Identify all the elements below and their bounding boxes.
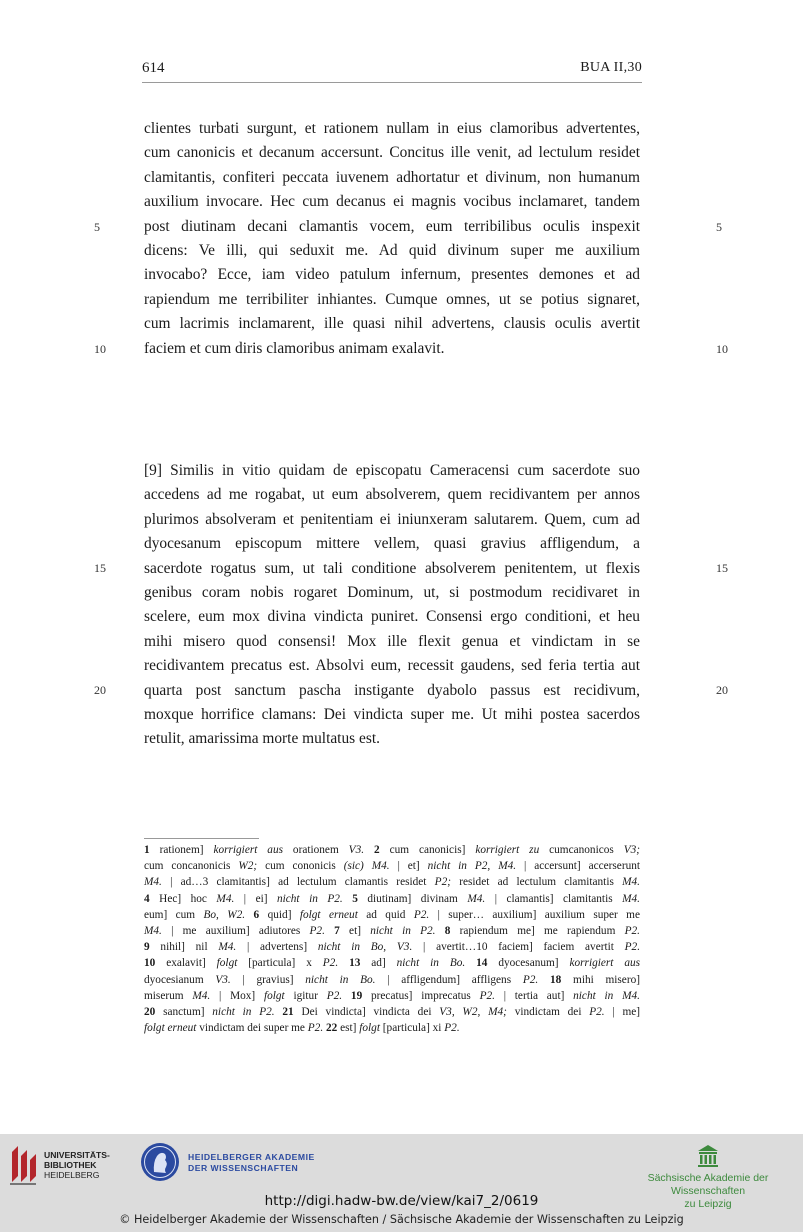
apparatus-lemma-number: 13 [349,957,361,970]
apparatus-siglum: (sic) M4. [343,860,390,873]
apparatus-text: vindictam dei super me [196,1022,308,1035]
text-line: sacerdote rogatus sum, ut tali conditione absolverem penitentem, ut flexis [144,559,640,577]
apparatus-siglum: nicht in P2. [370,924,436,937]
text-line: recidivantem precatus est. Absolvi eum, recessit gaudens, sed feria tertia aut [144,657,640,675]
line-number-right-5: 5 [716,220,722,234]
line-number-right-15: 15 [716,561,728,575]
apparatus-text: cum concanonicis [144,860,239,873]
apparatus-siglum: M4. [216,892,235,905]
apparatus-lemma-number: 8 [444,924,451,937]
apparatus-text: diutinam] divinam [357,892,468,905]
apparatus-siglum: V3; [623,844,641,856]
apparatus-lemma-number: 1 [144,844,150,856]
apparatus-siglum: P2. [309,924,325,937]
apparatus-siglum: nicht in Bo. [396,957,466,970]
ub-name-line-1: UNIVERSITÄTS- [44,1150,110,1160]
apparatus-text: eum] cum [144,908,204,921]
line-number-right-20: 20 [716,683,728,697]
apparatus-siglum: M4. [144,924,162,937]
apparatus-text: dyocesanum] [487,957,570,970]
apparatus-line [144,874,640,890]
text-line: clientes turbati surgunt, et rationem nullam in eius clamoribus advertentes, [144,120,640,137]
running-head: BUA II,30 [580,60,642,75]
text-line: accedens ad me rogabat, ut eum absolverem, quem recidivantem per annos [144,486,640,504]
apparatus-text: rapiendum me] me rapiendum [450,924,625,937]
line-number-left-10: 10 [94,342,106,356]
apparatus-text: | gravius] [230,973,306,986]
apparatus-siglum: P2. [413,908,430,921]
apparatus-siglum: M4. [218,941,237,954]
ub-heidelberg-name [44,1150,110,1180]
apparatus-siglum: P2. [307,1022,324,1035]
apparatus-text: | avertit…10 faciem] faciem avertit [412,941,625,954]
apparatus-line [144,858,640,874]
apparatus-siglum: nicht in Bo. [305,973,376,986]
text-line: [9] Similis in vitio quidam de episcopatu Cameracensi cum sacerdote suo [144,462,640,479]
text-line: mihi misero quod consensi! Mox ille flexit genua et vindictam in se [144,632,640,650]
apparatus-siglum: nicht in P2. [276,892,343,905]
text-line: quarta post sanctum pascha instigante dyabolo passus est recidivum, [144,681,640,699]
apparatus-siglum: nicht in P2, M4. [427,860,517,873]
apparatus-lemma-number: 2 [373,844,380,856]
apparatus-text [465,957,476,969]
text-line: dyocesanum episcopum mittere vellem, quasi gravius affligendum, a [144,535,640,553]
apparatus-text: et] [339,924,371,937]
text-line: plurimos absolveram et penitentiam ei iniunxeram salutarem. Quem, cum ad [144,510,640,528]
apparatus-text: cum canonicis] [379,844,476,856]
apparatus-text: miserum [144,989,193,1002]
apparatus-lemma-number: 5 [352,892,358,905]
apparatus-siglum: P2. [326,989,343,1002]
apparatus-siglum: folgt erneut [144,1022,197,1035]
apparatus-text: [particula] xi [379,1022,445,1035]
text-line: scelere, eum mox divina vindicta puniret. Consensi ergo conditioni, et heu [144,608,640,626]
saw-name-line-2: zu Leipzig [684,1198,732,1210]
apparatus-text [342,990,351,1002]
apparatus-siglum: V3. [348,844,365,856]
apparatus-text: igitur [284,989,327,1002]
apparatus-line [144,923,640,939]
apparatus-siglum: M4. [622,892,640,905]
footnote-rule [144,838,259,839]
apparatus-line [144,988,640,1004]
apparatus-text: Dei vindicta] vindicta dei [293,1005,440,1018]
apparatus-siglum: korrigiert aus [213,844,283,856]
apparatus-siglum: Bo, W2. [203,908,246,921]
hadw-name-line-2: DER WISSENSCHAFTEN [188,1163,299,1173]
apparatus-text: cumcanonicos [539,844,624,856]
apparatus-lemma-number: 14 [476,957,488,970]
apparatus-text: Hec] hoc [149,892,217,905]
apparatus-siglum: P2. [522,973,539,986]
apparatus-siglum: folgt erneut [299,908,358,921]
apparatus-text: nihil] nil [149,941,219,954]
apparatus-lemma-number: 10 [144,957,156,970]
text-line: dicens: Ve illi, qui seduxit me. Ad quid divinum super me auxilium [144,241,640,259]
apparatus-lemma-number: 18 [549,973,562,986]
apparatus-text: rationem] [149,844,214,856]
apparatus-text: | tertia aut] [494,989,574,1002]
apparatus-text: residet ad lectulum clamitantis [450,876,623,889]
apparatus-siglum: nicht in M4. [573,989,640,1002]
apparatus-text: est] [337,1022,360,1035]
apparatus-line [144,939,640,955]
apparatus-text: | accersunt] accerserunt [516,860,641,873]
apparatus-line [144,1004,640,1020]
text-line: retulit, amarissima morte multatus est. [144,730,380,748]
text-line: cum canonicis et decanum accersunt. Concitus ille venit, ad lectulum residet [144,144,640,162]
ub-name-line-3: HEIDELBERG [44,1170,100,1180]
apparatus-siglum: folgt [359,1022,380,1035]
apparatus-siglum: nicht in Bo, V3. [317,941,413,954]
apparatus-line [144,907,640,923]
apparatus-lemma-number: 7 [334,924,340,937]
apparatus-lemma-number: 22 [325,1022,338,1035]
apparatus-text [435,925,444,937]
apparatus-siglum: P2. [479,989,495,1002]
apparatus-siglum: M4. [192,989,211,1002]
apparatus-line [144,1020,640,1036]
apparatus-lemma-number: 6 [253,908,260,921]
apparatus-text: orationem [283,844,349,856]
apparatus-text: | advertens] [236,941,318,954]
apparatus-siglum: P2; [434,876,451,889]
ub-name-line-2: BIBLIOTHEK [44,1160,97,1170]
apparatus-siglum: V3. [215,973,231,986]
apparatus-line [144,842,640,858]
apparatus-text: [particula] x [237,957,323,970]
apparatus-text: | me] [604,1005,641,1018]
text-line: rapiendum me terribiliter inhiantes. Cumque omnes, ut se potius signaret, [144,290,640,308]
apparatus-siglum: nicht in P2. [212,1005,275,1018]
apparatus-line [144,891,640,907]
text-line: cum lacrimis inclamarent, ille quasi nihil advertens, clausis oculis avertit [144,315,640,333]
header-rule [142,82,642,83]
copyright-notice: © Heidelberger Akademie der Wissenschaften / Sächsische Akademie der Wissenschaften zu Leipzig [119,1213,684,1226]
text-line: faciem et cum diris clamoribus animam exalavit. [144,339,445,357]
apparatus-siglum: P2. [624,924,640,937]
apparatus-text: dyocesianum [144,973,216,986]
apparatus-lemma-number: 9 [144,941,150,954]
source-url-link[interactable]: http://digi.hadw-bw.de/view/kai7_2/0619 [264,1193,539,1209]
apparatus-text: | super… auxilium] auxilium super me [429,908,640,921]
apparatus-text: vindictam dei [506,1005,590,1018]
critical-apparatus [144,842,640,1036]
page-number: 614 [142,60,165,76]
main-text-paragraph-2 [144,459,640,752]
saw-building-icon[interactable] [697,1144,719,1168]
apparatus-text: | Mox] [210,989,264,1002]
line-number-right-10: 10 [716,342,728,356]
hadw-name [188,1152,315,1174]
apparatus-text: | ad…3 clamitantis] ad lectulum clamantis residet [161,876,435,889]
line-number-left-15: 15 [94,561,106,575]
apparatus-lemma-number: 19 [350,989,363,1002]
apparatus-text: | clamantis] clamitantis [485,892,623,905]
apparatus-text: | me auxilium] adiutores [161,924,310,937]
apparatus-siglum: P2. [444,1022,460,1035]
hadw-seal-icon[interactable] [140,1142,180,1182]
line-number-left-5: 5 [94,220,100,234]
apparatus-text: | ei] [234,892,277,905]
apparatus-text: | et] [389,860,428,873]
apparatus-siglum: M4. [467,892,486,905]
apparatus-siglum: W2; [238,860,258,873]
apparatus-lemma-number: 21 [282,1005,294,1018]
apparatus-text [338,957,349,969]
apparatus-siglum: P2. [589,1005,605,1018]
line-number-left-20: 20 [94,683,106,697]
apparatus-text [245,909,253,921]
apparatus-siglum: folgt [263,989,285,1002]
apparatus-siglum: P2. [624,941,641,954]
apparatus-text [343,893,353,905]
apparatus-text [538,974,550,986]
saw-name-line-1: Sächsische Akademie der Wissenschaften [647,1172,769,1197]
apparatus-siglum: V3, W2, M4; [439,1005,507,1018]
apparatus-line [144,972,640,988]
apparatus-text: cum cononicis [257,860,344,873]
text-line: moxque horrifice clamans: Dei vindicta super me. Ut mihi postea sacerdos [144,705,640,723]
apparatus-siglum: M4. [622,876,640,889]
text-line: auxilium invocare. Hec cum decanus ei magnis vocibus inclamaret, tandem [144,193,640,211]
apparatus-siglum: korrigiert zu [475,844,540,856]
main-text-paragraph-1 [144,117,640,361]
apparatus-lemma-number: 20 [144,1005,156,1018]
apparatus-text: quid] [259,908,300,921]
apparatus-text [325,925,334,937]
apparatus-siglum: M4. [144,876,162,889]
apparatus-text: | affligendum] affligens [375,973,523,986]
text-line: invocabo? Ecce, iam video patulum infernum, presentes demones et ad [144,266,640,284]
apparatus-text: ad] [360,957,397,970]
apparatus-text [364,844,374,856]
hadw-name-line-1: HEIDELBERGER AKADEMIE [188,1152,315,1162]
apparatus-text: ad quid [357,908,414,921]
apparatus-text: precatus] imprecatus [362,989,480,1002]
text-line: post diutinam decani clamantis vocem, eum terribilibus oculis inspexit [144,217,640,235]
text-line: genibus coram nobis rogaret Dominum, ut, si postmodum recidivaret in [144,583,640,601]
apparatus-text: mihi misero] [561,973,640,986]
apparatus-text: exalavit] [155,957,217,970]
apparatus-siglum: folgt [216,957,238,970]
text-line: clamitantis, confiteri peccata iuvenem adhortatur et divinum, non humanum [144,168,640,186]
apparatus-line [144,955,640,971]
apparatus-lemma-number: 4 [144,892,150,905]
apparatus-siglum: korrigiert aus [569,957,641,970]
apparatus-siglum: P2. [322,957,339,970]
apparatus-text: sanctum] [155,1005,213,1018]
ub-heidelberg-logo-icon[interactable] [8,1142,38,1186]
